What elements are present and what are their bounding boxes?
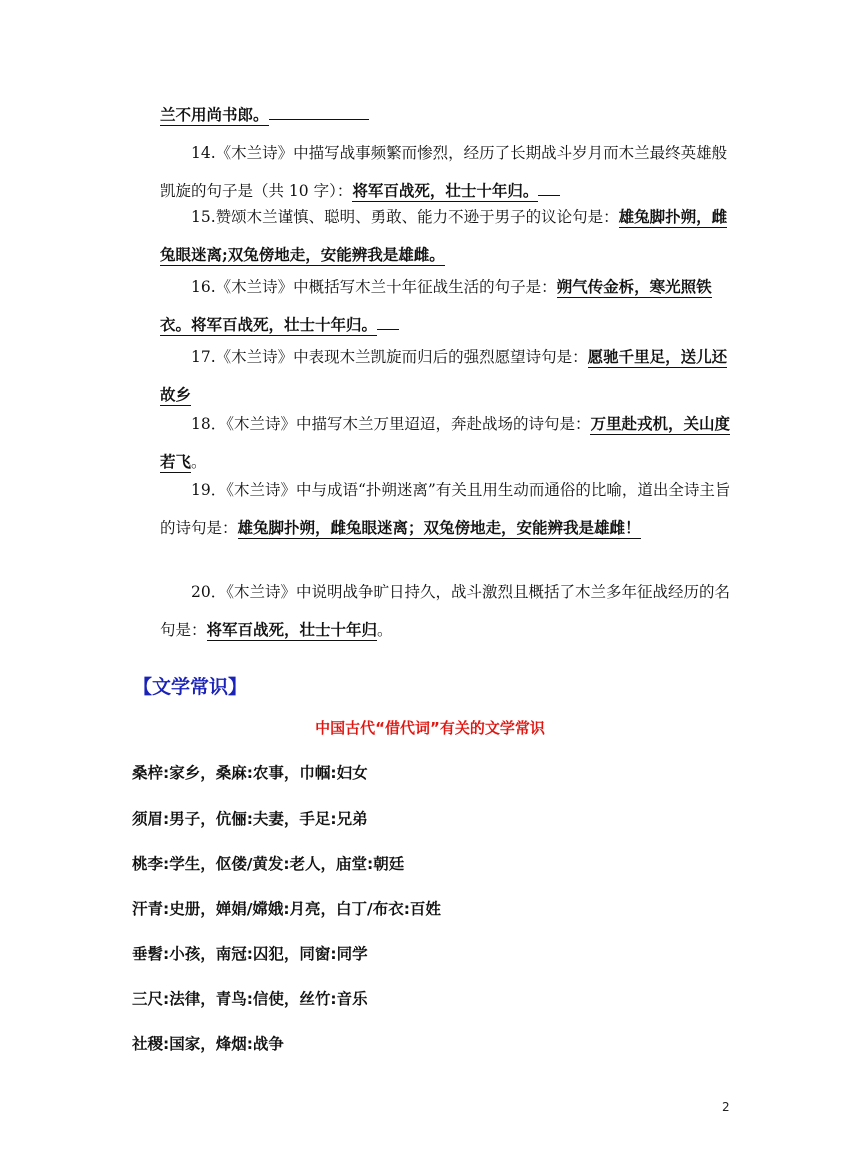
answer-underline-tail bbox=[377, 307, 399, 330]
page-number: 2 bbox=[722, 1100, 730, 1114]
question-20 bbox=[160, 573, 732, 649]
question-16-answer: 朔气传金柝，寒光照铁衣。将军百战死，壮士十年归。 bbox=[160, 277, 712, 334]
question-20-end: 。 bbox=[377, 621, 393, 639]
question-15 bbox=[160, 198, 732, 274]
question-16 bbox=[160, 268, 732, 344]
question-20-answer: 将军百战死，壮士十年归 bbox=[206, 620, 378, 639]
prev-answer-line bbox=[160, 96, 732, 134]
question-18-prompt: 18．《木兰诗》中描写木兰万里迢迢，奔赴战场的诗句是： bbox=[191, 415, 591, 433]
question-19-answer: 雄兔脚扑朔，雌兔眼迷离；双兔傍地走，安能辨我是雄雌！ bbox=[237, 518, 641, 537]
question-17-prompt: 17.《木兰诗》中表现木兰凯旋而归后的强烈愿望诗句是： bbox=[191, 348, 588, 366]
term-line: 汗青:史册，婵娟/嫦娥:月亮，白丁/布衣:百姓 bbox=[132, 900, 441, 918]
question-17 bbox=[160, 338, 732, 414]
term-line: 须眉:男子，伉俪:夫妻，手足:兄弟 bbox=[132, 810, 368, 828]
question-15-prompt: 15.赞颂木兰谨慎、聪明、勇敢、能力不逊于男子的议论句是： bbox=[191, 208, 619, 226]
question-19-prompt: 19．《木兰诗》中与成语“扑朔迷离”有关且用生动而通俗的比喻，道出全诗主旨的诗句是： bbox=[160, 481, 731, 537]
question-15-answer: 雄兔脚扑朔，雌兔眼迷离;双兔傍地走，安能辨我是雄雌。 bbox=[160, 207, 728, 264]
term-line: 社稷:国家，烽烟:战争 bbox=[132, 1035, 284, 1053]
term-line: 垂髫:小孩，南冠:囚犯，同窗:同学 bbox=[132, 945, 368, 963]
term-line: 三尺:法律，青鸟:信使，丝竹:音乐 bbox=[132, 990, 368, 1008]
question-20-prompt: 20．《木兰诗》中说明战争旷日持久，战斗激烈且概括了木兰多年征战经历的名句是： bbox=[160, 583, 730, 639]
question-17-answer: 愿驰千里足，送儿还故乡 bbox=[160, 347, 728, 404]
question-14-prompt: 14.《木兰诗》中描写战事频繁而惨烈，经历了长期战斗岁月而木兰最终英雄般凯旋的句子是（共 10 字）： bbox=[160, 144, 728, 200]
question-18-end: 。 bbox=[191, 453, 207, 471]
term-line: 桑梓:家乡，桑麻:农事，巾帼:妇女 bbox=[132, 764, 368, 782]
question-16-prompt: 16.《木兰诗》中概括写木兰十年征战生活的句子是： bbox=[191, 278, 557, 296]
question-14-answer: 将军百战死，壮士十年归。 bbox=[352, 181, 539, 200]
question-19 bbox=[160, 471, 732, 547]
section-subtitle: 中国古代“借代词”有关的文学常识 bbox=[315, 719, 545, 737]
answer-underline-tail bbox=[269, 97, 369, 120]
question-18-answer: 万里赴戎机，关山度若飞 bbox=[160, 414, 730, 471]
prev-answer: 兰不用尚书郎。 bbox=[160, 105, 269, 124]
term-line: 桃李:学生，伛偻/黄发:老人，庙堂:朝廷 bbox=[132, 855, 405, 873]
section-title: 【文学常识】 bbox=[133, 676, 248, 698]
question-18 bbox=[160, 405, 732, 481]
answer-underline-tail bbox=[538, 173, 560, 196]
